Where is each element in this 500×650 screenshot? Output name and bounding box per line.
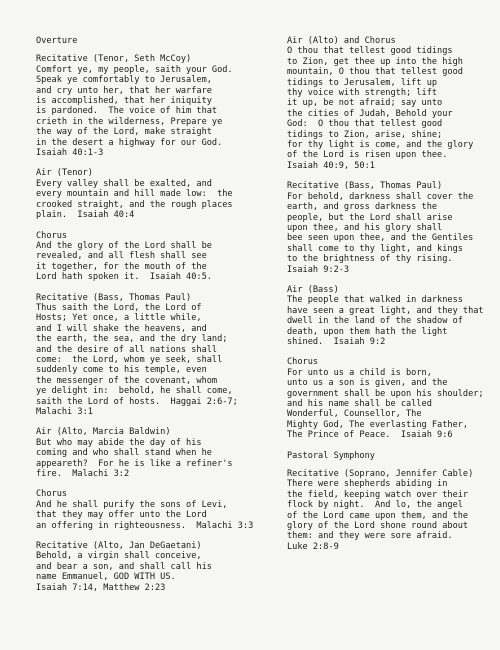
text-line: of the Lord came upon them, and the [287,510,469,521]
text-line: tidings to Jerusalem, lift up [287,77,438,88]
text-line: every mountain and hill made low: the [36,189,233,200]
left-column [36,36,286,603]
text-line: appeareth? For he is like a refiner's [36,458,233,469]
text-line: suddenly come to his temple, even [36,365,207,376]
text-line: upon thee, and his glory shall [287,222,443,233]
text-line: ye delight in: behold, he shall come, [36,386,233,397]
text-line: O thou that tellest good tidings [287,46,453,57]
text-line: The Prince of Peace. Isaiah 9:6 [287,430,453,441]
libretto-section [287,451,497,461]
text-line: dwell in the land of the shadow of [287,316,463,327]
text-line: name Emmanuel, GOD WITH US. [36,572,176,583]
text-line: saith the Lord of hosts. Haggai 2:6-7; [36,396,238,407]
text-line: But who may abide the day of his [36,437,202,448]
text-line: earth, and gross darkness the [287,202,438,213]
section-heading: Recitative (Bass, Thomas Paul) [36,292,192,303]
text-line: plain. Isaiah 40:4 [36,210,135,221]
libretto-section [287,36,497,171]
libretto-section [36,231,286,283]
section-heading: Chorus [36,489,68,500]
text-line: Lord hath spoken it. Isaiah 40:5. [36,272,212,283]
text-line: For behold, darkness shall cover the [287,191,474,202]
text-line: Isaiah 9:2-3 [287,264,350,275]
text-line: There were shepherds abiding in [287,479,448,490]
text-line: shined. Isaiah 9:2 [287,336,386,347]
text-line: and the desire of all nations shall [36,344,218,355]
text-line: And he shall purify the sons of Levi, [36,499,228,510]
text-line: glory of the Lord shone round about [287,521,469,532]
text-line: Speak ye comfortably to Jerusalem, [36,75,212,86]
text-line: to Zion, get thee up into the high [287,56,463,67]
libretto-section [287,285,497,347]
text-line: Thus saith the Lord, the Lord of [36,302,202,313]
text-line: and I will shake the heavens, and [36,323,207,334]
text-line: And the glory of the Lord shall be [36,240,212,251]
text-line: the cities of Judah, Behold your [287,108,453,119]
text-line: them: and they were sore afraid. [287,531,453,542]
text-line: death, upon them hath the light [287,326,448,337]
libretto-section [287,469,497,552]
text-line: Every valley shall be exalted, and [36,178,212,189]
section-heading: Recitative (Bass, Thomas Paul) [287,181,443,192]
text-line: and his name shall be called [287,399,432,409]
text-line: Isaiah 40:1-3 [36,148,104,159]
text-line: Mighty God, The everlasting Father, [287,419,469,430]
text-line: of the Lord is risen upon thee. [287,150,448,161]
section-heading: Recitative (Soprano, Jennifer Cable) [287,469,474,480]
text-line: revealed, and all flesh shall see [36,251,207,262]
section-heading: Overture [36,36,78,46]
text-line: Comfort ye, my people, saith your God. [36,64,233,75]
text-line: Hosts; Yet once, a little while, [36,313,202,324]
libretto-section [36,489,286,531]
text-line: crieth in the wilderness, Prepare ye [36,116,223,127]
text-line: have seen a great light, and they that [287,305,484,316]
text-line: tidings to Zion, arise, shine; [287,129,443,140]
libretto-section [36,427,286,479]
text-line: the messenger of the covenant, whom [36,375,218,386]
text-line: coming and who shall stand when he [36,448,212,459]
text-line: shall come to thy light, and kings [287,243,463,254]
libretto-section [36,36,286,46]
text-line: and bear a son, and shall call his [36,561,212,572]
libretto-section [287,357,497,440]
libretto-section [287,181,497,275]
section-heading: Chorus [36,230,68,241]
text-line: and cry unto her, that her warfare [36,85,212,96]
text-line: Behold, a virgin shall conceive, [36,551,202,562]
section-heading: Recitative (Tenor, Seth McCoy) [36,54,192,65]
text-line: to the brightness of thy rising. [287,254,453,265]
text-line: in the desert a highway for our God. [36,137,223,148]
libretto-section [36,541,286,593]
libretto-section [36,168,286,220]
section-heading: Pastoral Symphony [287,450,375,461]
section-heading: Air (Bass) [287,284,339,295]
text-line: government shall be upon his shoulder; [287,388,484,399]
text-line: crooked straight, and the rough places [36,199,233,210]
text-line: unto us a son is given, and the [287,378,448,389]
text-line: Malachi 3:1 [36,407,93,417]
text-line: is accomplished, that her iniquity [36,96,212,107]
section-heading: Chorus [287,357,319,368]
text-line: God: O thou that tellest good [287,119,443,130]
text-line: it up, be not afraid; say unto [287,98,443,109]
text-line: people, but the Lord shall arise [287,212,453,223]
text-line: bee seen upon thee, and the Gentiles [287,233,474,244]
text-line: flock by night. And lo, the angel [287,500,463,511]
text-line: Wonderful, Counsellor, The [287,409,422,420]
section-heading: Air (Alto) and Chorus [287,36,396,46]
text-line: it together, for the mouth of the [36,261,207,272]
libretto-section [36,54,286,158]
right-column [287,36,497,562]
text-line: Isaiah 7:14, Matthew 2:23 [36,582,166,593]
section-heading: Air (Alto, Marcia Baldwin) [36,427,171,438]
text-line: an offering in righteousness. Malachi 3:3 [36,520,254,531]
text-line: that they may offer unto the Lord [36,510,207,521]
text-line: fire. Malachi 3:2 [36,469,130,480]
text-line: Luke 2:8-9 [287,541,339,552]
libretto-section [36,293,286,418]
text-line: The people that walked in darkness [287,295,463,306]
section-heading: Air (Tenor) [36,168,93,179]
text-line: thy voice with strength; lift [287,88,438,99]
text-line: the earth, the sea, and the dry land; [36,334,228,345]
text-line: the way of the Lord, make straight [36,127,212,138]
text-line: Isaiah 40:9, 50:1 [287,160,375,171]
text-line: mountain, O thou that tellest good [287,67,463,78]
text-line: for thy light is come, and the glory [287,140,474,151]
text-line: is pardoned. The voice of him that [36,106,218,117]
text-line: the field, keeping watch over their [287,489,469,500]
text-line: come: the Lord, whom ye seek, shall [36,354,223,365]
section-heading: Recitative (Alto, Jan DeGaetani) [36,541,202,552]
text-line: For unto us a child is born, [287,367,432,378]
